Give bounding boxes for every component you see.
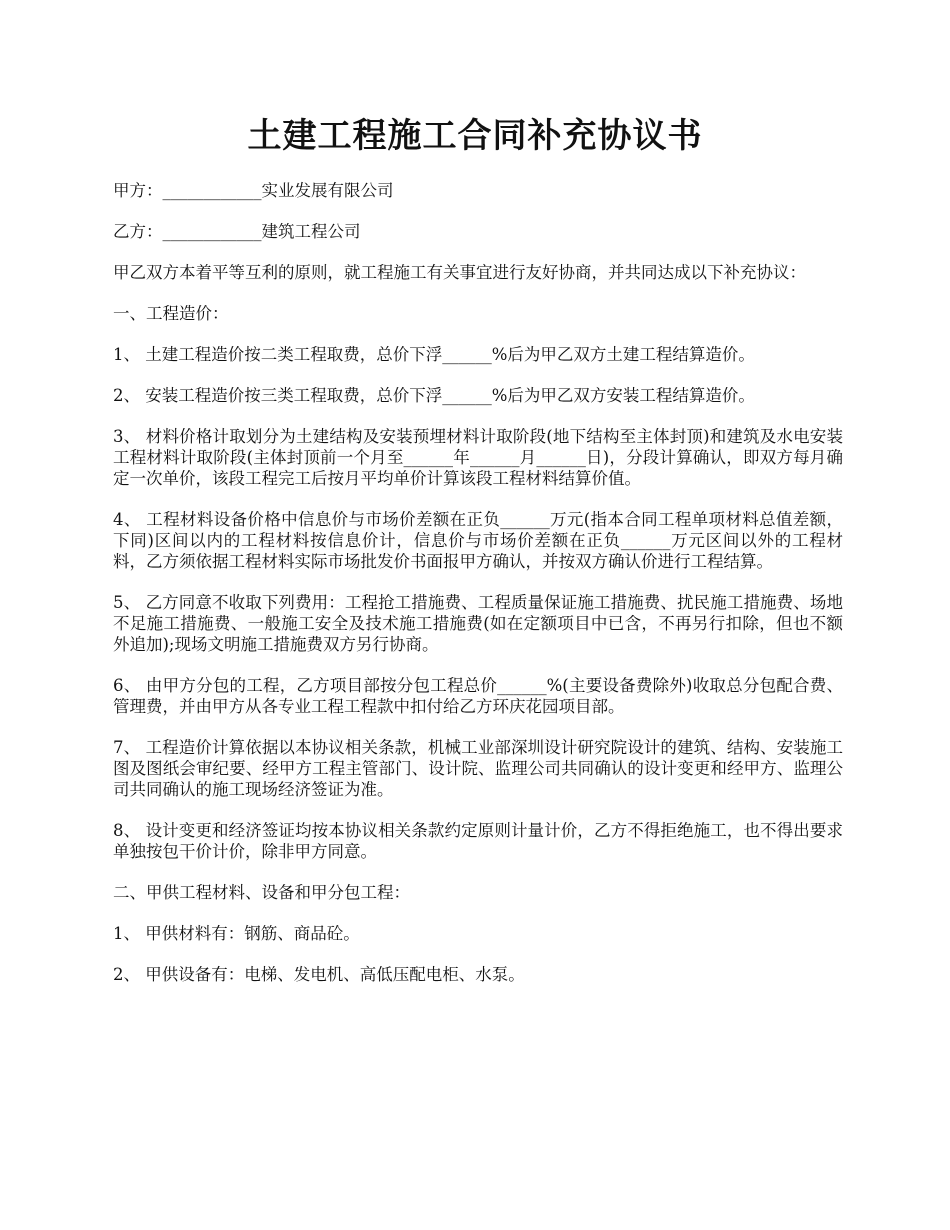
clause-2-2: 2、 甲供设备有：电梯、发电机、高低压配电柜、水泵。 bbox=[113, 965, 525, 984]
clause-1-3: 3、 材料价格计取划分为土建结构及安装预埋材料计取阶段(地下结构至主体封顶)和建筑及水电安装工程材料计取阶段(主体封顶前一个月至______年______月______日)，分段计算确认，即双方每月确定一次单价，该段工程完工后按月平均单价计算该段工程材料结算价值。 bbox=[113, 427, 843, 488]
clause-1-7: 7、 工程造价计算依据以本协议相关条款，机械工业部深圳设计研究院设计的建筑、结构、安装施工图及图纸会审纪要、经甲方工程主管部门、设计院、监理公司共同确认的设计变更和经甲方、监理公司共同确认的施工现场经济签证为准。 bbox=[113, 738, 843, 799]
document-body bbox=[113, 180, 843, 1005]
section-heading-supplied-materials: 二、甲供工程材料、设备和甲分包工程： bbox=[113, 883, 410, 902]
clause-1-2: 2、 安装工程造价按三类工程取费，总价下浮______%后为甲乙双方安装工程结算造价。 bbox=[113, 386, 755, 405]
clause-1-4: 4、 工程材料设备价格中信息价与市场价差额在正负______万元(指本合同工程单项材料总值差额，下同)区间以内的工程材料按信息价计，信息价与市场价差额在正负______万元区间以外的工程材料，乙方须依据工程材料实际市场批发价书面报甲方确认，并按双方确认价进行工程结算。 bbox=[113, 510, 843, 571]
section-heading-pricing: 一、工程造价： bbox=[113, 304, 229, 323]
clause-2-1: 1、 甲供材料有：钢筋、商品砼。 bbox=[113, 924, 360, 943]
clause-1-6: 6、 由甲方分包的工程，乙方项目部按分包工程总价______%(主要设备费除外)收取总分包配合费、管理费，并由甲方从各专业工程工程款中扣付给乙方环庆花园项目部。 bbox=[113, 676, 843, 716]
clause-1-5: 5、 乙方同意不收取下列费用：工程抢工措施费、工程质量保证施工措施费、扰民施工措施费、场地不足施工措施费、一般施工安全及技术施工措施费(如在定额项目中已含，不再另行扣除，但也不额外追加);现场文明施工措施费双方另行协商。 bbox=[113, 593, 843, 654]
intro-paragraph: 甲乙双方本着平等互利的原则，就工程施工有关事宜进行友好协商，并共同达成以下补充协议： bbox=[113, 263, 806, 282]
clause-1-1: 1、 土建工程造价按二类工程取费，总价下浮______%后为甲乙双方土建工程结算造价。 bbox=[113, 345, 755, 364]
party-b-line: 乙方：____________建筑工程公司 bbox=[113, 222, 361, 241]
clause-1-8: 8、 设计变更和经济签证均按本协议相关条款约定原则计量计价，乙方不得拒绝施工，也不得出要求单独按包干价计价，除非甲方同意。 bbox=[113, 821, 843, 861]
document-title: 土建工程施工合同补充协议书 bbox=[247, 116, 703, 156]
party-a-line: 甲方：____________实业发展有限公司 bbox=[113, 181, 394, 200]
